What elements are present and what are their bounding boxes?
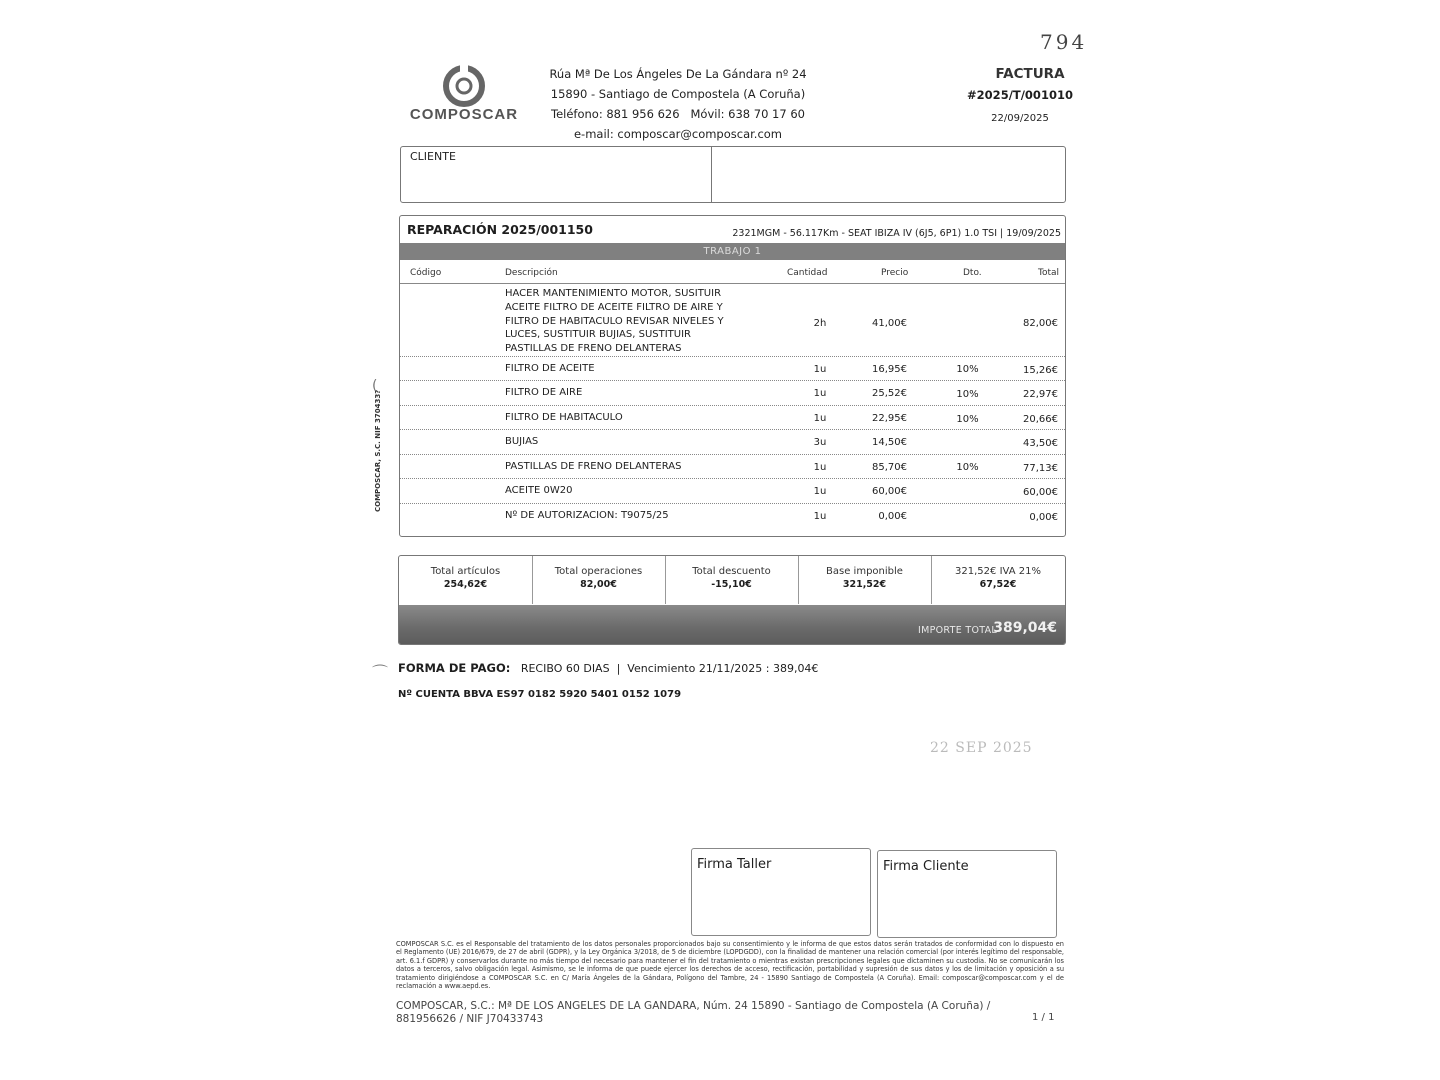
line-dto: 10% [956, 414, 979, 425]
workshop-signature-box [691, 848, 871, 936]
line-desc: FILTRO DE AIRE [505, 387, 583, 398]
line-total: 20,66€ [1023, 414, 1058, 425]
payment-method: RECIBO 60 DIAS [520, 662, 610, 675]
payment-line: FORMA DE PAGO: RECIBO 60 DIAS | Vencimiento 21/11/2025 : 389,04€ [398, 661, 819, 675]
line-total: 0,00€ [1029, 512, 1058, 523]
tax-base-label: Base imponible [826, 566, 903, 577]
footer-line-2: 881956626 / NIF J70433743 [396, 1013, 544, 1025]
line-dto: 10% [956, 389, 979, 400]
invoice-date: 22/09/2025 [991, 113, 1049, 124]
bracket-mark: ( [372, 378, 378, 394]
line-price: 60,00€ [872, 486, 907, 497]
line-qty: 1u [813, 364, 827, 375]
line-desc: FILTRO DE HABITACULO [505, 412, 623, 423]
line-total: 77,13€ [1023, 463, 1058, 474]
line-qty: 1u [813, 486, 827, 497]
line-price: 0,00€ [878, 511, 907, 522]
grand-total-label: IMPORTE TOTAL [918, 625, 997, 636]
line-price: 16,95€ [872, 364, 907, 375]
total-articles-value: 254,62€ [443, 579, 488, 590]
line-qty: 1u [813, 413, 827, 424]
table-row [400, 430, 1065, 455]
total-articles-label: Total artículos [430, 566, 501, 577]
header-rule [400, 283, 1065, 284]
footer [396, 1000, 996, 1026]
table-row [400, 381, 1065, 406]
payment-label: FORMA DE PAGO: [398, 661, 511, 675]
header-desc: Descripción [505, 268, 558, 278]
line-total: 22,97€ [1023, 389, 1058, 400]
line-desc: FILTRO DE ACEITE [505, 363, 595, 374]
line-dto: 10% [956, 462, 979, 473]
line-desc: ACEITE 0W20 [505, 485, 573, 496]
header-qty: Cantidad [787, 268, 828, 278]
vat-label: 321,52€ IVA 21% [955, 566, 1041, 577]
job-bar: TRABAJO 1 [400, 243, 1065, 260]
line-total: 43,50€ [1023, 438, 1058, 449]
line-desc: PASTILLAS DE FRENO DELANTERAS [505, 461, 682, 472]
line-qty: 1u [813, 511, 827, 522]
client-signature-box [877, 850, 1057, 938]
phone-line: Teléfono: 881 956 626 Móvil: 638 70 17 60 [551, 107, 805, 121]
client-signature-label: Firma Cliente [883, 859, 969, 874]
tax-base-cell [798, 556, 932, 604]
workshop-signature-label: Firma Taller [697, 857, 772, 872]
grand-total-bar [399, 605, 1065, 644]
header-price: Precio [881, 268, 909, 278]
company-logo [398, 64, 530, 126]
table-row [400, 406, 1065, 430]
logo-mark-icon [398, 64, 530, 108]
header-total: Total [1038, 268, 1060, 278]
line-desc: BUJIAS [505, 436, 539, 447]
invoice-number: #2025/T/001010 [967, 88, 1073, 102]
client-label: CLIENTE [410, 150, 456, 163]
table-row [400, 357, 1065, 381]
total-discount-cell [665, 556, 799, 604]
line-price: 41,00€ [872, 318, 907, 329]
line-qty: 2h [813, 318, 827, 329]
total-operations-cell [532, 556, 666, 604]
vehicle-info: 2321MGM - 56.117Km - SEAT IBIZA IV (6J5, 6P1) 1.0 TSI | 19/09/2025 [732, 228, 1061, 239]
side-company-text: COMPOSCAR, S.C. NIF 370433? [374, 389, 382, 512]
total-discount-value: -15,10€ [711, 579, 752, 590]
page-number: 1 / 1 [1032, 1012, 1055, 1023]
line-total: 60,00€ [1023, 487, 1058, 498]
grand-total-value: 389,04€ [993, 620, 1057, 636]
line-qty: 1u [813, 462, 827, 473]
line-total: 82,00€ [1023, 318, 1058, 329]
legal-notice: COMPOSCAR S.C. es el Responsable del tratamiento de los datos personales proporcionados bajo su consentimiento y le informa de que estos datos serán tratados de conformidad con lo dispuesto en el Reglamento (UE) 2016/679, de 27 de abril (GDPR), y la Ley Orgánica 3/2018, de 5 de diciembre (LOPDGDD), con la finalidad de mantener una relación comercial (por interés legítimo del responsable, art. 6.1.f GDPR) y conservarlos durante no más tiempo del necesario para mantener el fin del tratamiento o mientras existan prescripciones legales que dictaminen su custodia. No se comunicarán los datos a terceros, salvo obligación legal. Asimismo, se le informa de que puede ejercer los derechos de acceso, rectificación, portabilidad y supresión de sus datos y los de limitación y oposición a su tratamiento dirigiéndose a COMPOSCAR S.C. en C/ María Ángeles de la Gándara, Polígono del Tambre, 24 - 15890 Santiago de Compostela (A Coruña). Email: composcar@composcar.com y el de reclamación a www.aepd.es. [396, 940, 1064, 991]
vat-cell [931, 556, 1065, 604]
vat-value: 67,52€ [979, 579, 1017, 590]
header-dto: Dto. [963, 268, 982, 278]
logo-text: COMPOSCAR [409, 106, 519, 123]
table-row [400, 479, 1065, 504]
email-line: e-mail: composcar@composcar.com [573, 127, 783, 141]
line-price: 14,50€ [872, 437, 907, 448]
total-operations-value: 82,00€ [580, 579, 617, 590]
date-stamp: 22 SEP 2025 [930, 740, 1033, 756]
line-qty: 1u [813, 388, 827, 399]
client-divider [711, 147, 712, 202]
totals-block [398, 555, 1066, 645]
table-row [400, 287, 1065, 357]
client-box [400, 146, 1066, 203]
repair-title: REPARACIÓN 2025/001150 [407, 222, 593, 237]
company-address [540, 64, 816, 144]
line-price: 85,70€ [872, 462, 907, 473]
header-code: Código [410, 268, 442, 278]
tax-base-value: 321,52€ [842, 579, 887, 590]
address-line-1: Rúa Mª De Los Ángeles De La Gándara nº 24 [549, 67, 807, 81]
line-qty: 3u [813, 437, 827, 448]
footer-line-1: COMPOSCAR, S.C.: Mª DE LOS ANGELES DE LA GANDARA, Núm. 24 15890 - Santiago de Compostela (A Coruña) / [396, 1000, 991, 1012]
line-desc: Nº DE AUTORIZACION: T9075/25 [505, 510, 669, 521]
payment-mark: ⌒ [372, 663, 389, 682]
line-price: 25,52€ [872, 388, 907, 399]
bank-account: Nº CUENTA BBVA ES97 0182 5920 5401 0152 1079 [398, 689, 682, 700]
line-price: 22,95€ [872, 413, 907, 424]
handwritten-number: 794 [1040, 30, 1088, 54]
invoice-title: FACTURA [995, 66, 1065, 82]
address-line-2: 15890 - Santiago de Compostela (A Coruña) [550, 87, 806, 101]
total-articles-cell [399, 556, 533, 604]
line-total: 15,26€ [1023, 365, 1058, 376]
table-row [400, 455, 1065, 479]
payment-due: Vencimiento 21/11/2025 : 389,04€ [627, 662, 819, 675]
line-desc: HACER MANTENIMIENTO MOTOR, SUSITUIR ACEITE FILTRO DE ACEITE FILTRO DE AIRE Y FILTRO DE HABITACULO REVISAR NIVELES Y LUCES, SUSTITUIR BUJIAS, SUSTITUIR PASTILLAS DE FRENO DELANTERAS [505, 288, 724, 355]
table-row [400, 504, 1065, 532]
line-dto: 10% [956, 364, 979, 375]
total-operations-label: Total operaciones [554, 566, 643, 577]
repair-block [399, 215, 1066, 537]
total-discount-label: Total descuento [692, 566, 771, 577]
